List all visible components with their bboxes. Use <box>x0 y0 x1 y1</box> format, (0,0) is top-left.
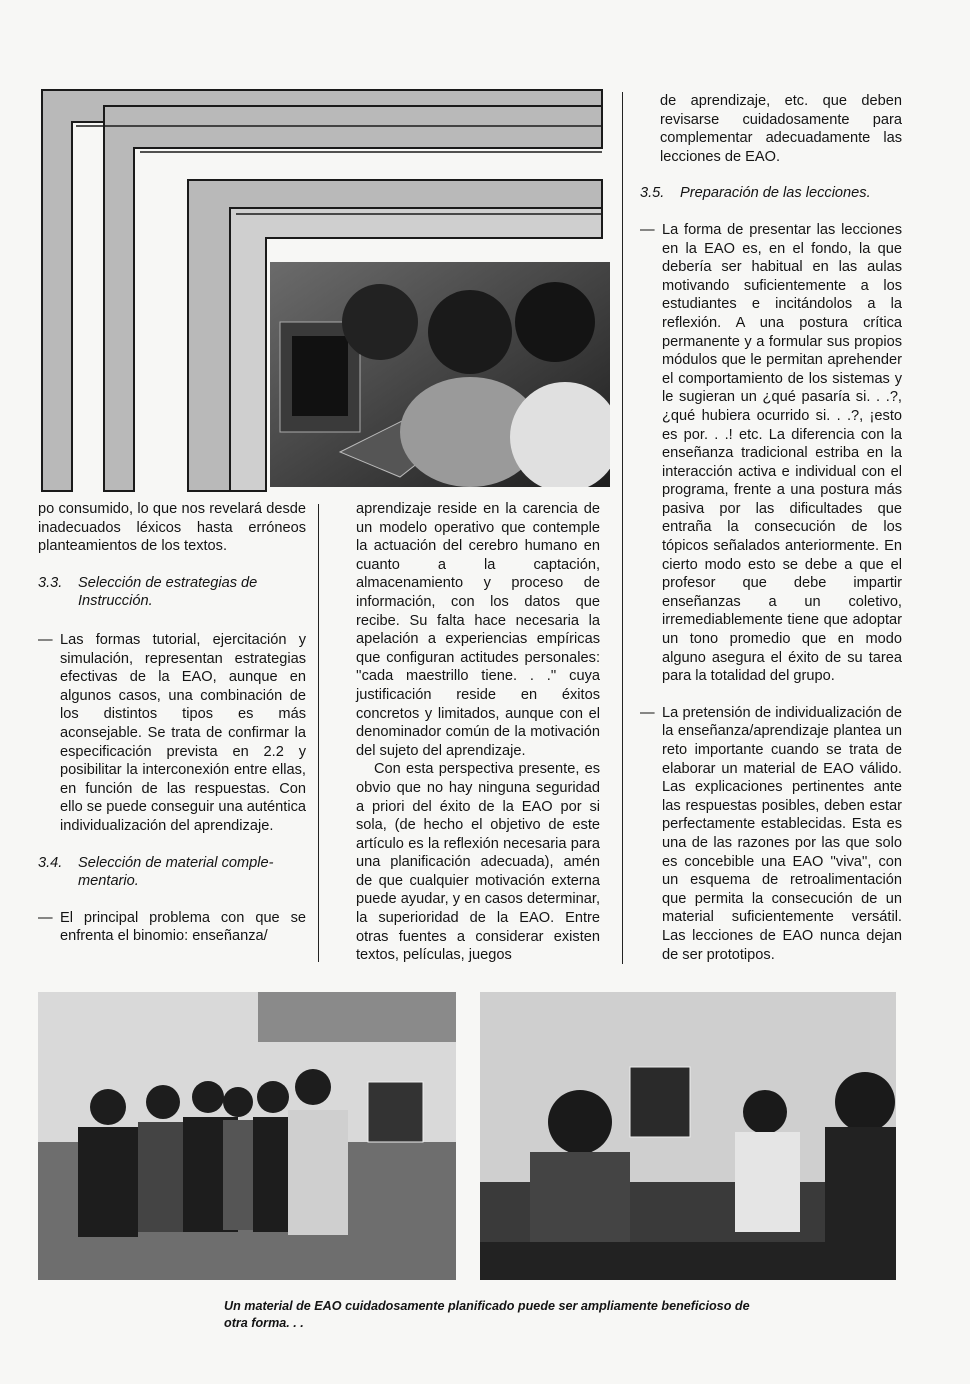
section-3-4-title-line2: mentario. <box>78 873 139 890</box>
section-3-3-heading <box>38 574 306 611</box>
section-3-5-title: Preparación de las lecciones. <box>680 185 871 202</box>
section-3-3-title-line2: Instrucción. <box>78 593 153 610</box>
photo-children-computer-room <box>480 992 896 1280</box>
middle-paragraph-1: aprendizaje reside en la carencia de un modelo operativo que contemple la actuación del cerebro humano en cuanto a la captación, almacenamiento y proceso de información, con los datos que recibe. Su falta hace necesaria la apelación a experiencias empíricas que configuran actitudes personales: ''cada maestrillo tiene. . .'' cuya justificación reside en éxitos concretos y limitados, aunque con el denominador común de la motivación del sujeto del aprendizaje. <box>356 501 600 759</box>
caption-line-2: otra forma. . . <box>224 1316 304 1330</box>
caption-line-1: Un material de EAO cuidadosamente planificado puede ser ampliamente beneficioso de <box>224 1299 750 1313</box>
column-left <box>38 500 306 946</box>
section-3-4-heading <box>38 854 306 891</box>
photo-children-group <box>38 992 456 1280</box>
section-3-5-item-a: — La forma de presentar las lecciones en la EAO es, en el fondo, la que debería ser habitual en las aulas motivando suficientemente a los estudiantes e incitándolos a la reflexión. A una postura crítica permanente y a formular sus propios módulos que le permitan aprehender el comportamiento de los sistemas y le sugieran un ¿qué pasaría si. . .?, ¿qué hubiera ocurrido si. . .?, ¡esto es por. . .! etc. La diferencia con la enseñanza tradicional estriba en la interacción activa e individual con el programa, frente a una postura más pasiva por las dificultades que entraña la consecución de los tópicos señalados anteriormente. En cierto modo esto se debe a que el profesor que debe impartir enseñanzas a un coletivo, irremediablemente tiene que adoptar un tono promedio que en modo alguno asegura el éxito de su tarea para la totalidad del grupo. <box>640 221 902 686</box>
column-right <box>640 92 902 964</box>
section-3-4-item: — El principal problema con que se enfrenta el binomio: enseñanza/ <box>38 909 306 946</box>
photo-caption <box>224 1298 784 1332</box>
photo-children-at-computer <box>270 262 610 487</box>
section-3-5-number: 3.5. <box>640 185 665 202</box>
column-middle <box>356 500 600 965</box>
middle-paragraph-2: Con esta perspectiva presente, es obvio que no hay ninguna seguridad a priori del éxito de la EAO por si sola, (de hecho el objetivo de este artículo es la reflexión necesaria para una planificación adecuada), amén de que cualquier motivación externa puede ayudar, y en casos determinar, la superioridad de la EAO. Entre otras fuentes a considerar existen textos, películas, juegos <box>356 761 600 964</box>
section-3-3-item: — Las formas tutorial, ejercitación y simulación, representan estrategias efectivas de la EAO, aunque en algunos casos, una combinación de los distintos tipos es más aconsejable. Se trata de confirmar la especificación prevista en 2.2 y posibilitar la interconexión entre ellas, en función de las respuestas. Con ello se puede conseguir una auténtica individualización del aprendizaje. <box>38 631 306 836</box>
section-3-4-number: 3.4. <box>38 854 63 871</box>
section-3-3-number: 3.3. <box>38 574 63 591</box>
column-divider-left <box>318 504 319 962</box>
section-3-5-heading <box>640 184 902 203</box>
left-continuation-text: po consumido, lo que nos revelará desde inadecuados léxicos hasta erróneos planteamientos de los textos. <box>38 501 306 555</box>
column-divider-right <box>622 92 623 964</box>
section-3-3-title-line1: Selección de estrategias de <box>78 574 258 591</box>
section-3-4-title-line1: Selección de material comple- <box>78 854 274 871</box>
right-continuation-text: de aprendizaje, etc. que deben revisarse cuidadosamente para complementar adecuadamente las lecciones de EAO. <box>660 93 902 165</box>
section-3-5-item-b: — La pretensión de individualización de la enseñanza/aprendizaje plantea un reto importante cuando se trata de elaborar un material de EAO válido. Las explicaciones pertinentes ante las respuestas posibles, deben estar perfectamente establecidas. Esta es una de las razones por las que solo es concebible una EAO ''viva'', con un esquema de retroalimentación que permita la consecución de un material suficientemente versátil. Las lecciones de EAO nunca dejan de ser prototipos. <box>640 704 902 964</box>
